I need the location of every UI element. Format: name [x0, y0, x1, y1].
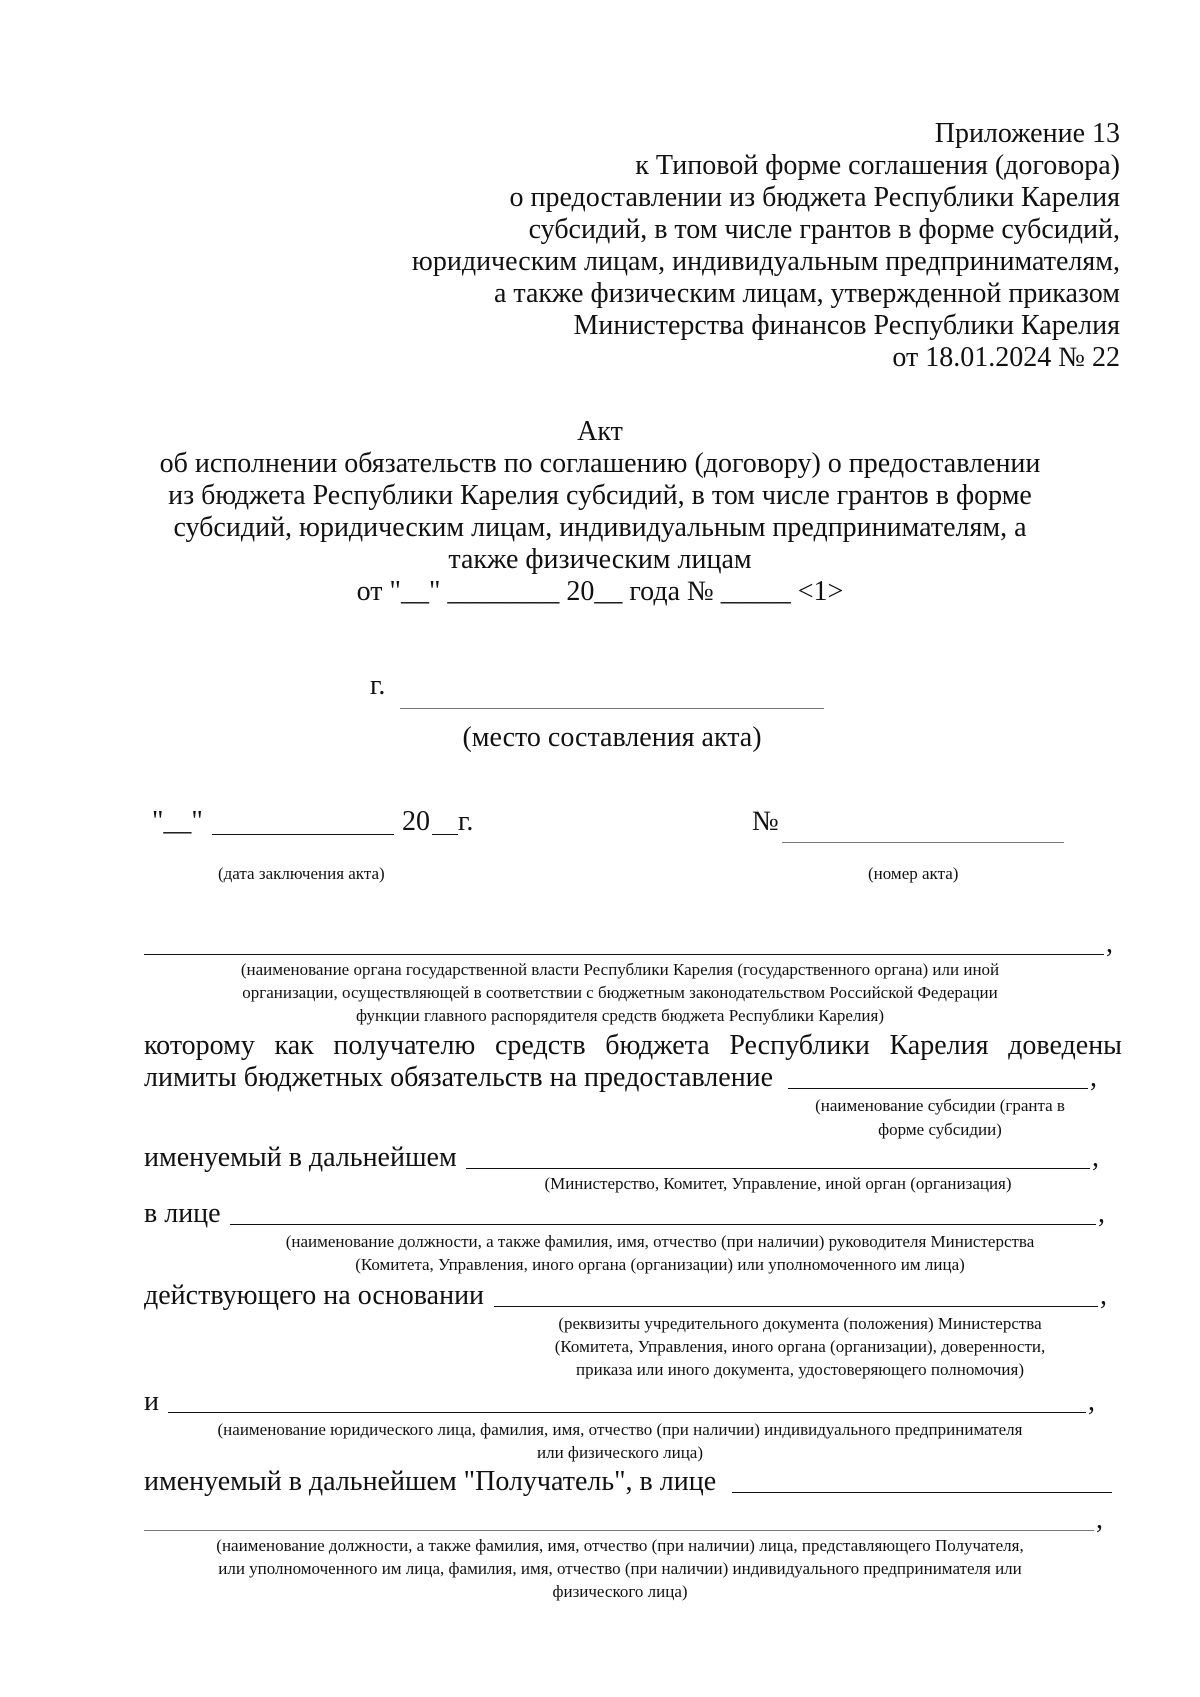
recipient-person-caption-line: (наименование должности, а также фамилия, имя, отчество (при наличии) лица, представляющего Получателя, [216, 1536, 1024, 1555]
person-label: в лице [144, 1198, 221, 1229]
title-word: Акт [577, 416, 623, 447]
recipient-person-field-2[interactable] [144, 1530, 1094, 1531]
limits-line: которому как получателю средств бюджета Республики Карелия доведены [144, 1030, 1122, 1061]
limits-comma: , [1090, 1062, 1097, 1093]
recipient-person-caption-line: или уполномоченного им лица, фамилия, имя, отчество (при наличии) индивидуального предпринимателя или [218, 1559, 1022, 1578]
number-sign: № [752, 806, 779, 837]
act-number-field[interactable] [782, 842, 1064, 843]
date-year-field[interactable] [432, 834, 458, 835]
basis-label: действующего на основании [144, 1280, 485, 1311]
named-label: именуемый в дальнейшем [144, 1142, 457, 1173]
title-line: об исполнении обязательств по соглашению (договору) о предоставлении [159, 448, 1041, 479]
appendix-line: к Типовой форме соглашения (договора) [635, 150, 1120, 181]
basis-caption-line: (реквизиты учредительного документа (положения) Министерства [558, 1314, 1042, 1333]
appendix-line: Приложение 13 [934, 118, 1120, 149]
place-caption: (место составления акта) [462, 722, 762, 753]
place-prefix: г. [370, 670, 386, 701]
organ-caption-line: организации, осуществляющей в соответствии с бюджетным законодательством Российской Федерации [242, 983, 998, 1002]
recipient-field[interactable] [168, 1412, 1086, 1413]
appendix-line: субсидий, в том числе грантов в форме субсидий, [528, 214, 1120, 245]
person-comma: , [1098, 1198, 1105, 1229]
date-year-prefix: 20 [402, 806, 430, 837]
person-field[interactable] [230, 1224, 1096, 1225]
named-caption: (Министерство, Комитет, Управление, иной орган (организация) [544, 1174, 1012, 1193]
date-caption: (дата заключения акта) [218, 864, 385, 883]
organ-caption-line: (наименование органа государственной власти Республики Карелия (государственного органа) или иной [240, 960, 1000, 979]
recipient-caption-line: (наименование юридического лица, фамилия, имя, отчество (при наличии) индивидуального предпринимателя [217, 1420, 1023, 1439]
subsidy-caption-line: форме субсидии) [878, 1120, 1002, 1139]
appendix-line: Министерства финансов Республики Карелия [573, 310, 1120, 341]
subsidy-caption-line: (наименование субсидии (гранта в [815, 1096, 1065, 1115]
appendix-line: юридическим лицам, индивидуальным предпринимателям, [411, 246, 1120, 277]
recipient-person-comma: , [1096, 1504, 1103, 1535]
recipient-comma: , [1088, 1386, 1095, 1417]
named-field[interactable] [466, 1168, 1090, 1169]
number-caption: (номер акта) [868, 864, 959, 883]
organ-comma: , [1106, 928, 1113, 959]
recipient-label: и [144, 1386, 159, 1417]
subsidy-field[interactable] [788, 1088, 1088, 1089]
place-field-line[interactable] [400, 708, 824, 709]
organ-field[interactable] [144, 954, 1104, 955]
title-line: также физическим лицам [448, 544, 752, 575]
date-month-field[interactable] [212, 834, 394, 835]
recipient-person-field[interactable] [732, 1492, 1112, 1493]
named-comma: , [1092, 1142, 1099, 1173]
title-date-line: от "__" ________ 20__ года № _____ <1> [356, 576, 844, 607]
title-line: из бюджета Республики Карелия субсидий, в том числе грантов в форме [168, 480, 1032, 511]
person-caption-line: (Комитета, Управления, иного органа (организации) или уполномоченного им лица) [355, 1255, 965, 1274]
recipient-caption-line: или физического лица) [537, 1443, 703, 1462]
basis-comma: , [1100, 1280, 1107, 1311]
appendix-line: а также физическим лицам, утвержденной приказом [494, 278, 1120, 309]
limits-line: лимиты бюджетных обязательств на предоставление [144, 1062, 774, 1093]
title-line: субсидий, юридическим лицам, индивидуальным предпринимателям, а [173, 512, 1027, 543]
date-year-suffix: г. [458, 806, 474, 837]
organ-caption-line: функции главного распорядителя средств бюджета Республики Карелия) [355, 1006, 885, 1025]
basis-field[interactable] [494, 1306, 1098, 1307]
person-caption-line: (наименование должности, а также фамилия, имя, отчество (при наличии) руководителя Министерства [285, 1232, 1035, 1251]
recipient-person-label: именуемый в дальнейшем "Получатель", в лице [144, 1466, 717, 1497]
basis-caption-line: (Комитета, Управления, иного органа (организации), доверенности, [554, 1337, 1046, 1356]
appendix-line: от 18.01.2024 № 22 [892, 342, 1120, 373]
date-day: "__" [152, 806, 203, 837]
appendix-line: о предоставлении из бюджета Республики Карелия [509, 182, 1120, 213]
recipient-person-caption-line: физического лица) [552, 1582, 688, 1601]
basis-caption-line: приказа или иного документа, удостоверяющего полномочия) [576, 1360, 1024, 1379]
